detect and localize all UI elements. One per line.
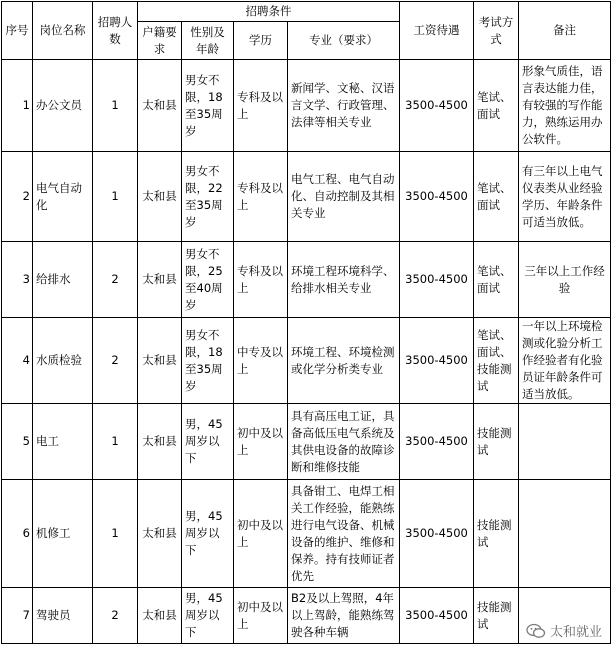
header-seq: 序号	[2, 2, 33, 60]
cell-remarks: 形象气质佳，语言表达能力佳，有较强的写作能力，熟练运用办公软件。	[519, 60, 611, 152]
cell-count: 1	[93, 480, 138, 588]
cell-count: 2	[93, 588, 138, 644]
cell-salary: 3500-4500	[400, 480, 474, 588]
header-remarks: 备注	[519, 2, 611, 60]
cell-salary: 3500-4500	[400, 404, 474, 480]
cell-seq: 4	[2, 318, 33, 404]
cell-education: 专科及以上	[234, 242, 288, 318]
header-conditions: 招聘条件	[138, 2, 400, 22]
cell-major: B2及以上驾照，4年以上驾龄，能熟练驾驶各种车辆	[288, 588, 400, 644]
cell-education: 专科及以上	[234, 60, 288, 152]
cell-position: 水质检验	[33, 318, 93, 404]
cell-major: 电气工程、电气自动化、自动控制及其相关专业	[288, 152, 400, 242]
cell-gender-age: 男，45周岁以下	[182, 480, 234, 588]
table-row	[2, 60, 611, 152]
watermark-text: 太和就业	[549, 625, 602, 640]
header-position: 岗位名称	[33, 2, 93, 60]
cell-salary: 3500-4500	[400, 242, 474, 318]
cell-household: 太和县	[138, 60, 182, 152]
cell-exam: 笔试、面试	[474, 60, 519, 152]
cell-seq: 1	[2, 60, 33, 152]
cell-exam: 技能测试	[474, 404, 519, 480]
cell-gender-age: 男，45周岁以下	[182, 588, 234, 644]
cell-exam: 技能测试	[474, 588, 519, 644]
table-row	[2, 318, 611, 404]
cell-exam: 笔试、面试	[474, 152, 519, 242]
cell-education: 专科及以上	[234, 152, 288, 242]
cell-exam: 笔试、面试、技能测试	[474, 318, 519, 404]
header-exam: 考试方式	[474, 2, 519, 60]
cell-position: 电工	[33, 404, 93, 480]
cell-major: 新闻学、文秘、汉语言文学、行政管理、法律等相关专业	[288, 60, 400, 152]
cell-count: 1	[93, 404, 138, 480]
cell-seq: 2	[2, 152, 33, 242]
cell-exam: 技能测试	[474, 480, 519, 588]
cell-gender-age: 男女不限，18至35周岁	[182, 60, 234, 152]
cell-count: 1	[93, 152, 138, 242]
cell-remarks: 有三年以上电气仪表类从业经验学历、年龄条件可适当放低。	[519, 152, 611, 242]
watermark	[526, 621, 602, 640]
cell-count: 2	[93, 318, 138, 404]
cell-household: 太和县	[138, 318, 182, 404]
header-salary: 工资待遇	[400, 2, 474, 60]
header-gender-age: 性别及年龄	[182, 22, 234, 60]
cell-gender-age: 男女不限，25至40周岁	[182, 242, 234, 318]
cell-position: 驾驶员	[33, 588, 93, 644]
wechat-icon	[526, 623, 546, 639]
cell-count: 1	[93, 60, 138, 152]
header-education: 学历	[234, 22, 288, 60]
cell-gender-age: 男女不限，18至35周岁	[182, 318, 234, 404]
cell-exam: 笔试、面试	[474, 242, 519, 318]
cell-salary: 3500-4500	[400, 152, 474, 242]
cell-salary: 3500-4500	[400, 318, 474, 404]
cell-education: 初中及以上	[234, 588, 288, 644]
cell-seq: 3	[2, 242, 33, 318]
cell-position: 办公文员	[33, 60, 93, 152]
cell-salary: 3500-4500	[400, 588, 474, 644]
cell-education: 中专及以上	[234, 318, 288, 404]
cell-household: 太和县	[138, 480, 182, 588]
recruitment-table	[1, 1, 611, 644]
cell-major: 环境工程、环境检测或化学分析类专业	[288, 318, 400, 404]
table-row	[2, 404, 611, 480]
cell-seq: 7	[2, 588, 33, 644]
cell-household: 太和县	[138, 152, 182, 242]
cell-remarks	[519, 404, 611, 480]
cell-major: 具有高压电工证，具备高低压电气系统及其供电设备的故障诊断和维修技能	[288, 404, 400, 480]
cell-position: 电气自动化	[33, 152, 93, 242]
cell-gender-age: 男，45周岁以下	[182, 404, 234, 480]
cell-seq: 6	[2, 480, 33, 588]
cell-education: 初中及以上	[234, 404, 288, 480]
table-row	[2, 480, 611, 588]
cell-gender-age: 男女不限，22至35周岁	[182, 152, 234, 242]
cell-position: 给排水	[33, 242, 93, 318]
cell-education: 初中及以上	[234, 480, 288, 588]
header-major: 专业（要求）	[288, 22, 400, 60]
cell-position: 机修工	[33, 480, 93, 588]
cell-remarks: 三年以上工作经验	[519, 242, 611, 318]
cell-remarks	[519, 480, 611, 588]
table-row	[2, 242, 611, 318]
table-row	[2, 588, 611, 644]
header-count: 招聘人数	[93, 2, 138, 60]
cell-household: 太和县	[138, 404, 182, 480]
cell-remarks: 一年以上环境检测或化验分析工作经验者有化验员证年龄条件可适当放低。	[519, 318, 611, 404]
cell-salary: 3500-4500	[400, 60, 474, 152]
table-row	[2, 152, 611, 242]
cell-household: 太和县	[138, 588, 182, 644]
cell-household: 太和县	[138, 242, 182, 318]
cell-major: 环境工程环境科学、给排水相关专业	[288, 242, 400, 318]
cell-seq: 5	[2, 404, 33, 480]
cell-count: 2	[93, 242, 138, 318]
cell-major: 具备钳工、电焊工相关工作经验，能熟练进行电气设备、机械设备的维护、维修和保养。持有技师证者优先	[288, 480, 400, 588]
header-household: 户籍要求	[138, 22, 182, 60]
